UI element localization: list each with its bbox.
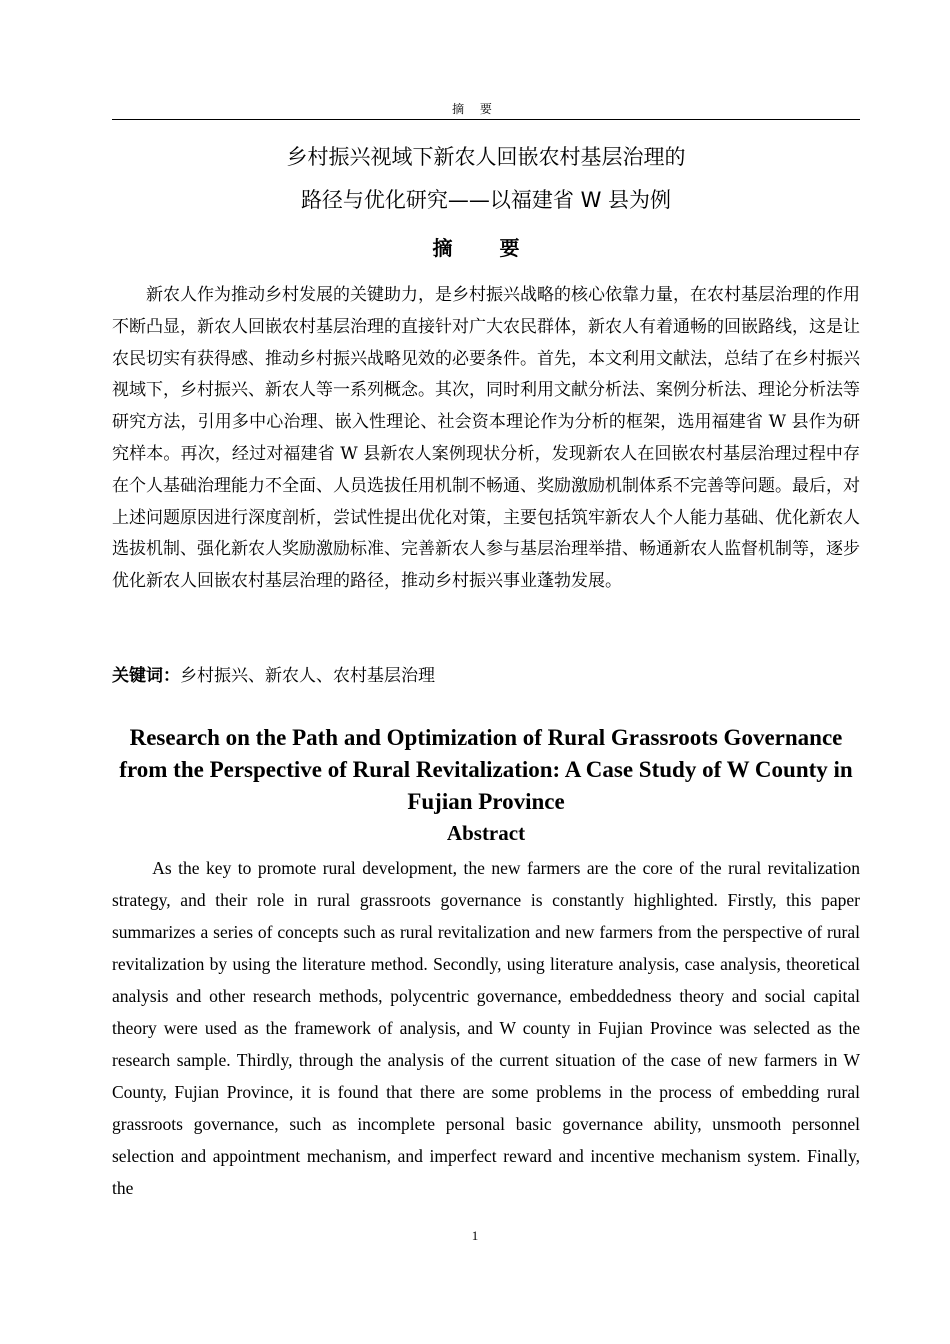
page-number: 1 [471, 1228, 479, 1243]
en-abstract-heading: Abstract [446, 821, 526, 845]
keywords-value: 乡村振兴、新农人、农村基层治理 [180, 666, 435, 686]
cn-title-line-1: 乡村振兴视域下新农人回嵌农村基层治理的 [286, 145, 686, 169]
cn-abstract-body: 新农人作为推动乡村发展的关键助力，是乡村振兴战略的核心依靠力量，在农村基层治理的作用不断凸显，新农人回嵌农村基层治理的直接针对广大农民群体，新农人有着通畅的回嵌路线，这是让农民切实有获得感、推动乡村振兴战略见效的必要条件。首先，本文利用文献法，总结了在乡村振兴视域下，乡村振兴、新农人等一系列概念。其次，同时利用文献分析法、案例分析法、理论分析法等研究方法，引用多中心治理、嵌入性理论、社会资本理论作为分析的框架，选用福建省 W 县作为研究样本。再次，经过对福建省 W 县新农人案例现状分析，发现新农人在回嵌农村基层治理过程中存在个人基础治理能力不全面、人员选拔任用机制不畅通、奖励激励机制体系不完善等问题。最后，对上述问题原因进行深度剖析，尝试性提出优化对策，主要包括筑牢新农人个人能力基础、优化新农人选拔机制、强化新农人奖励激励标准、完善新农人参与基层治理举措、畅通新农人监督机制等，逐步优化新农人回嵌农村基层治理的路径，推动乡村振兴事业蓬勃发展。 [112, 285, 860, 592]
cn-title-line-2: 路径与优化研究——以福建省 W 县为例 [300, 188, 672, 212]
header-rule [112, 119, 860, 120]
en-abstract-body: As the key to promote rural development, the new farmers are the core of the rural revitalization strategy, and their role in rural grassroots governance is constantly highlighted. Firstly, this paper summarizes a series of concepts such as rural revitalization and new farmers from the perspective of rural revitalization by using the literature method. Secondly, using literature analysis, case analysis, theoretical analysis and other research methods, polycentric governance, embeddedness theory and social capital theory were used as the framework of analysis, and W county in Fujian Province was selected as the research sample. Thirdly, through the analysis of the current situation of the case of new farmers in W County, Fujian Province, it is found that there are some problems in the process of embedding rural grassroots governance, such as incomplete personal basic governance ability, unsmooth personnel selection and appointment mechanism, and imperfect reward and incentive mechanism system. Finally, the [112, 858, 860, 1198]
keywords-label: 关键词： [112, 666, 180, 686]
running-header: 摘 要 [452, 102, 498, 116]
keywords-line [112, 663, 860, 689]
cn-abstract-heading: 摘 要 [432, 236, 540, 260]
en-title: Research on the Path and Optimization of Rural Grassroots Governance from the Perspective of Rural Revitalization: A Case Study of W County in Fujian Province [119, 725, 853, 814]
